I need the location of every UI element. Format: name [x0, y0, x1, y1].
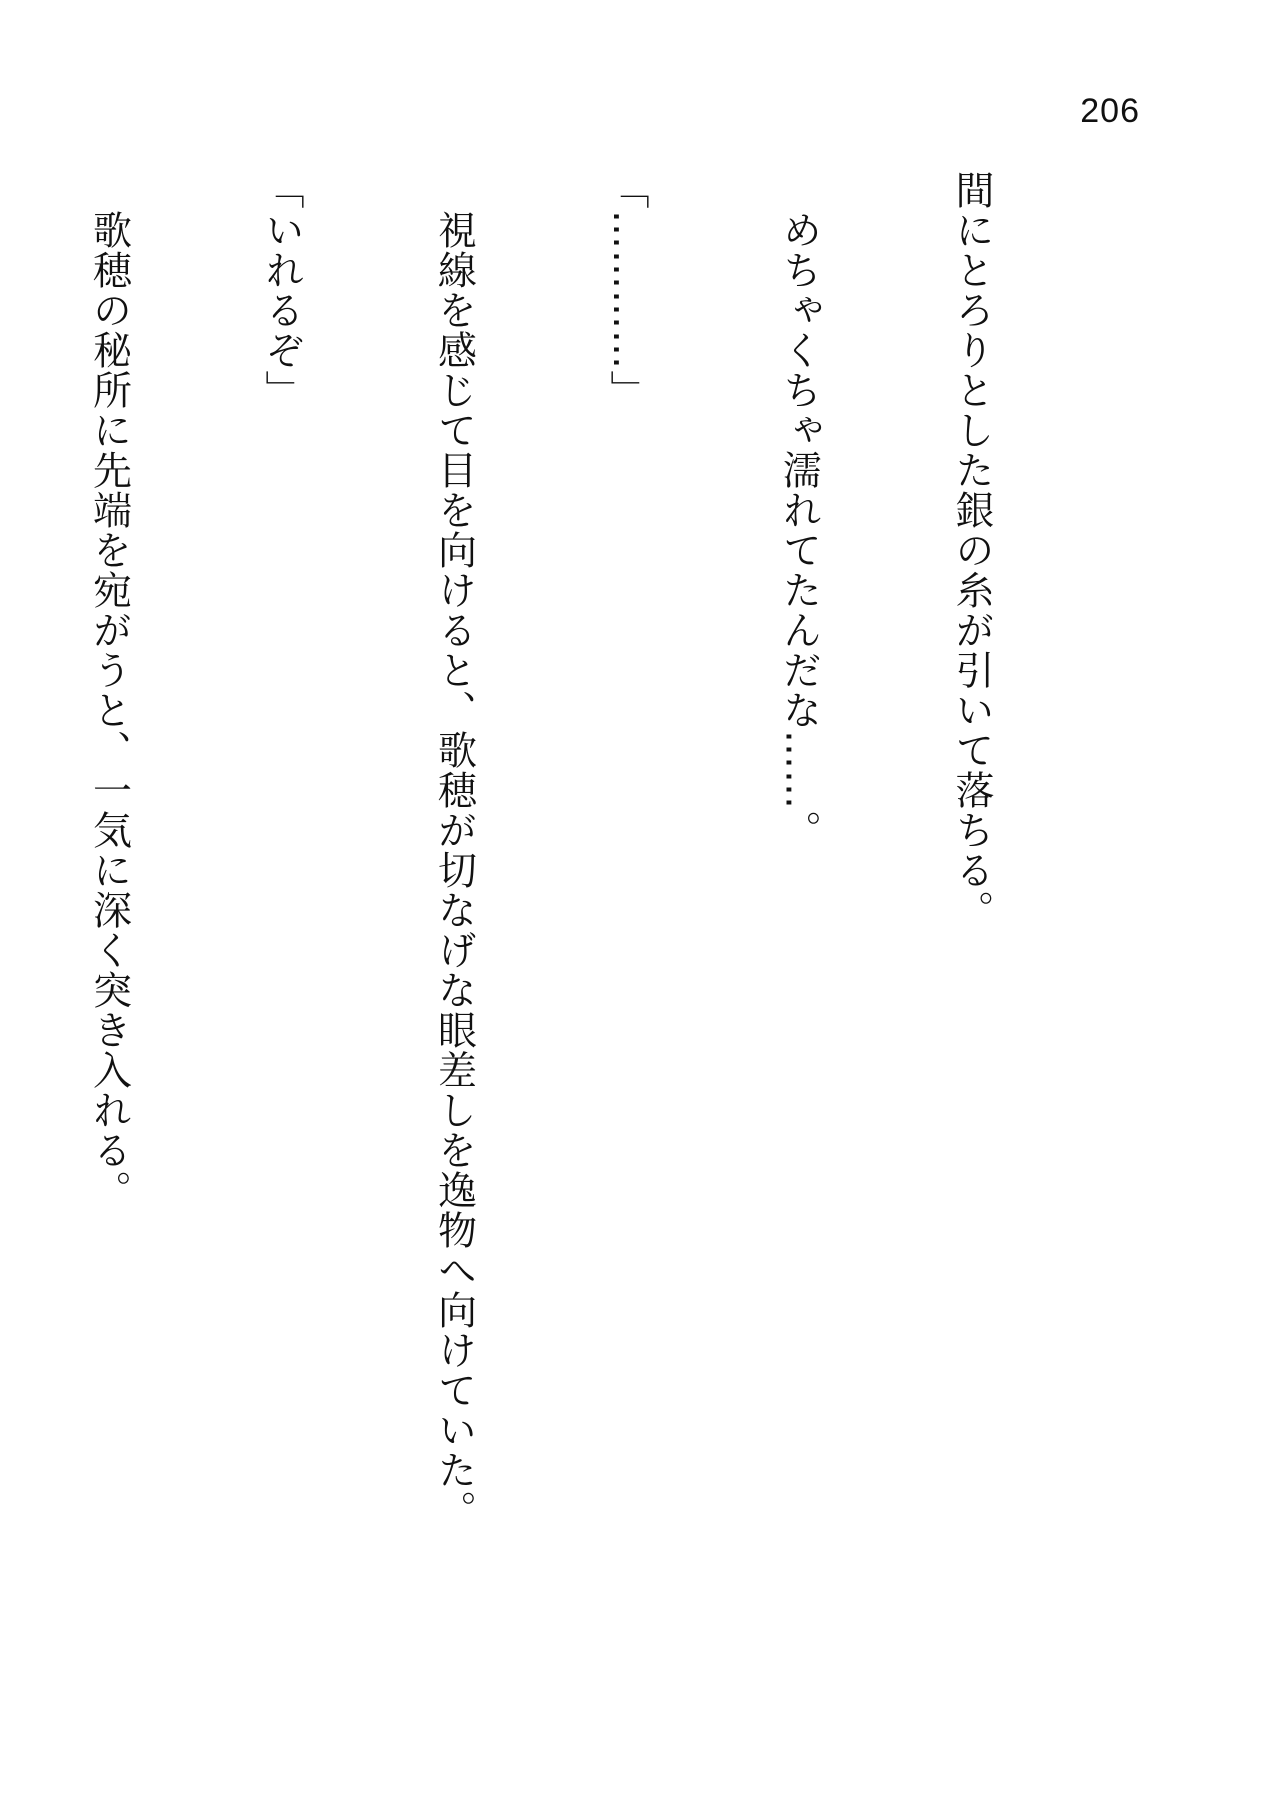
text-line: 「いれるぞ」 — [259, 170, 304, 410]
text-line: 「…………」 — [604, 170, 649, 410]
text-line: 歌穂の秘所に先端を宛がうと、一気に深く突き入れる。 — [86, 170, 132, 1210]
page-number: 206 — [1080, 92, 1140, 130]
text-line: 視線を感じて目を向けると、歌穂が切なげな眼差しを逸物へ向けていた。 — [431, 170, 477, 1530]
novel-text-body — [0, 170, 1115, 1730]
text-line: めちゃくちゃ濡れてたんだな……。 — [776, 170, 822, 850]
text-line: 間にとろりとした銀の糸が引いて落ちる。 — [949, 170, 994, 930]
